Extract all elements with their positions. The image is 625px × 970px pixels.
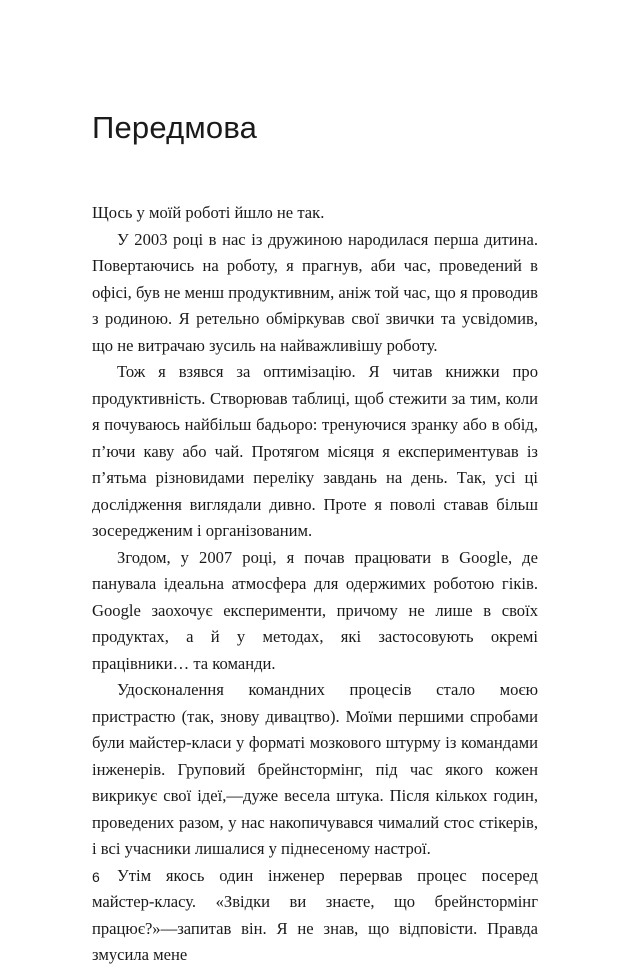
paragraph: Згодом, у 2007 році, я почав працювати в Google, де панувала ідеальна атмосфера для одержимих роботою гіків. Google заохочує експерименти, причому не лише в своїх продуктах, а й у методах, які застосовують окремі працівники… та команди. (92, 547, 538, 673)
paragraph: У 2003 році в нас із дружиною народилася перша дитина. Повертаючись на роботу, я прагнув, аби час, проведений в офісі, був не менш продуктивним, аніж той час, що я проводив з родиною. Я ретельно обміркував свої звички та усвідомив, що не витрачаю зусиль на найважливішу роботу. (92, 229, 538, 355)
paragraph: Щось у моїй роботі йшло не так. (92, 203, 325, 222)
paragraph: Тож я взявся за оптимізацію. Я читав книжки про продуктивність. Створював таблиці, щоб стежити за тим, коли я почуваюсь найбільш бадьоро: тренуючися зранку або в обід, п’ючи каву або чай. Протягом місяця я експериментував із п’ятьма різновидами переліку завдань на день. Так, усі ці дослідження виглядали дивно. Проте я поволі ставав більш зосередженим і організованим. (92, 362, 538, 540)
body-text (92, 200, 538, 969)
page-number: 6 (92, 869, 100, 885)
paragraph: Утім якось один інженер перервав процес посеред майстер-класу. «Звідки ви знаєте, що брейнстормінг працює?»—запитав він. Я не знав, що відповісти. Правда змусила мене (92, 865, 538, 964)
chapter-title: Передмова (92, 110, 258, 145)
paragraph: Удосконалення командних процесів стало моєю пристрастю (так, знову дивацтво). Моїми першими спробами були майстер-класи у форматі мозкового штурму із командами інженерів. Груповий брейнстормінг, під час якого кожен викрикує свої ідеї,—дуже весела штука. Після кількох годин, проведених разом, у нас накопичувався чималий стос стікерів, і всі учасники лишалися у піднесеному настрої. (92, 680, 538, 858)
